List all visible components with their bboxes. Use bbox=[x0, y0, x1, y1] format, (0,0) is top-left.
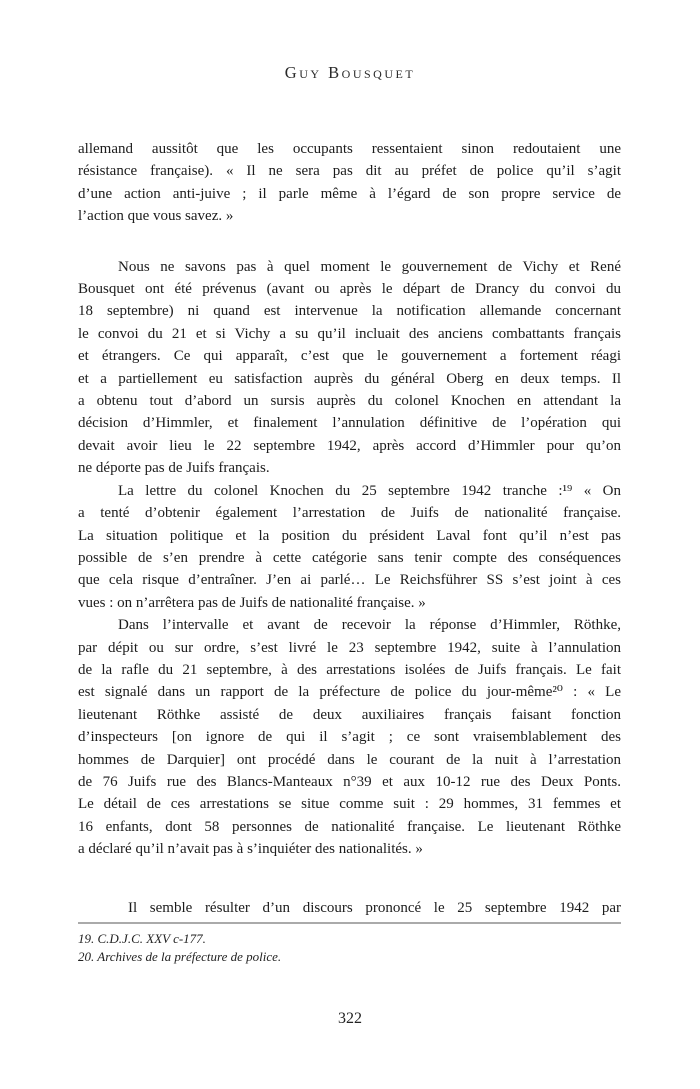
text-line: le convoi du 21 et si Vichy a su qu’il incluait des anciens combattants français bbox=[78, 325, 621, 342]
page-number: 322 bbox=[338, 1010, 362, 1027]
footnote-divider bbox=[78, 922, 621, 924]
text-block bbox=[78, 138, 621, 919]
text-line: a obtenu tout d’abord un sursis auprès du colonel Knochen en attendant la bbox=[78, 393, 621, 410]
text-line: l’action que vous savez. » bbox=[78, 208, 234, 225]
text-line: est signalé dans un rapport de la préfecture de police du jour-même²⁰ : « Le bbox=[78, 684, 621, 701]
paragraph-2 bbox=[78, 256, 621, 480]
text-line: Nous ne savons pas à quel moment le gouvernement de Vichy et René bbox=[118, 258, 621, 275]
text-line: et a partiellement eu satisfaction auprès du général Oberg en deux temps. Il bbox=[78, 370, 621, 387]
footnote: 19. C.D.J.C. XXV c-177. bbox=[78, 931, 206, 946]
text-line: 16 enfants, dont 58 personnes de nationalité française. Le lieutenant Röthke bbox=[78, 818, 621, 835]
text-line: que cela risque d’entraîner. J’en ai parlé… Le Reichsführer SS s’est joint à ces bbox=[78, 572, 621, 589]
text-line: devait avoir lieu le 22 septembre 1942, après accord d’Himmler pour qu’on bbox=[78, 437, 621, 454]
paragraph-1 bbox=[78, 138, 621, 228]
text-line: résistance française). « Il ne sera pas dit au préfet de police qu’il s’agit bbox=[78, 163, 621, 180]
footnote: 20. Archives de la préfecture de police. bbox=[78, 948, 282, 964]
text-line: Le détail de ces arrestations se situe comme suit : 29 hommes, 31 femmes et bbox=[78, 796, 621, 813]
text-line: de la rafle du 21 septembre, à des arrestations isolées de Juifs français. Le fait bbox=[78, 661, 621, 678]
paragraph-3 bbox=[78, 480, 621, 614]
text-line: La lettre du colonel Knochen du 25 septembre 1942 tranche :¹⁹ « On bbox=[118, 482, 621, 499]
text-line: a tenté d’obtenir également l’arrestation de Juifs de nationalité française. bbox=[78, 505, 621, 522]
text-line: a déclaré qu’il n’avait pas à s’inquiéter des nationalités. » bbox=[78, 841, 423, 858]
text-line: lieutenant Röthke assisté de deux auxiliaires français faisant fonction bbox=[78, 706, 621, 723]
text-line: Bousquet ont été prévenus (avant ou après le départ de Drancy du convoi du bbox=[78, 281, 621, 298]
text-line: d’une action anti-juive ; il parle même à l’égard de son propre service de bbox=[78, 185, 621, 202]
text-line: par dépit ou sur ordre, s’est livré le 23 septembre 1942, suite à l’annulation bbox=[78, 639, 621, 656]
text-line: et étrangers. Ce qui apparaît, c’est que le gouvernement a fortement réagi bbox=[78, 348, 621, 365]
text-line: 18 septembre) ni quand est intervenue la notification allemande concernant bbox=[78, 303, 621, 320]
text-line: de 76 Juifs rue des Blancs-Manteaux n°39 et aux 10-12 rue des Deux Ponts. bbox=[78, 773, 621, 790]
text-line: ne déporte pas de Juifs français. bbox=[78, 460, 270, 477]
text-line: vues : on n’arrêtera pas de Juifs de nationalité française. » bbox=[78, 594, 426, 611]
text-line: décision d’Himmler, et finalement l’annulation définitive de l’opération qui bbox=[78, 415, 621, 432]
running-header: Guy Bousquet bbox=[284, 63, 416, 82]
text-line: allemand aussitôt que les occupants ressentaient sinon redoutaient une bbox=[78, 141, 621, 157]
text-line: Dans l’intervalle et avant de recevoir la réponse d’Himmler, Röthke, bbox=[118, 617, 621, 634]
paragraph-4 bbox=[78, 614, 621, 860]
text-line: hommes de Darquier] ont procédé dans le courant de la nuit à l’arrestation bbox=[78, 751, 621, 768]
text-line: La situation politique et la position du président Laval font qu’il n’est pas bbox=[78, 527, 621, 544]
text-line: possible de s’en prendre à cette catégorie sans tenir compte des conséquences bbox=[78, 549, 621, 566]
text-line: d’inspecteurs [on ignore de qui il s’agit ; ce sont vraisemblablement des bbox=[78, 729, 621, 746]
paragraph-5 bbox=[78, 897, 621, 919]
text-line: Il semble résulter d’un discours prononcé le 25 septembre 1942 par bbox=[128, 899, 621, 916]
footnotes bbox=[78, 930, 621, 965]
